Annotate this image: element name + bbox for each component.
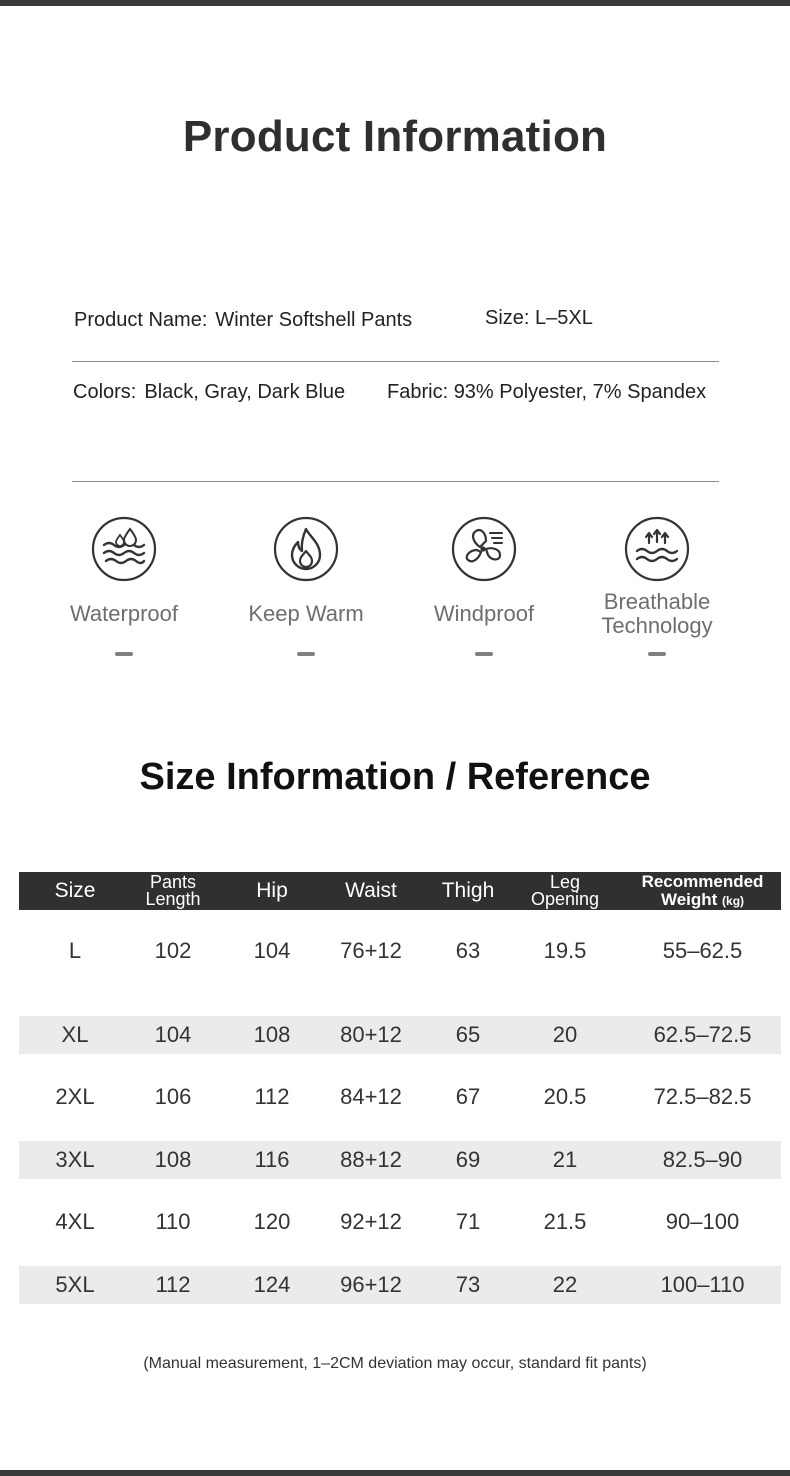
cell-pants-length: 106 xyxy=(154,1084,192,1109)
table-header-row xyxy=(19,872,781,910)
product-colors xyxy=(73,381,345,404)
cell-thigh: 69 xyxy=(455,1146,481,1172)
cell-waist: 80+12 xyxy=(340,1021,402,1047)
bottom-border xyxy=(0,1470,790,1476)
cell-pants-length: 102 xyxy=(154,937,192,963)
product-name-label: Product Name: xyxy=(74,309,208,331)
size-label: Size: xyxy=(485,307,530,329)
table-row xyxy=(19,1116,781,1179)
cell-size: L xyxy=(68,937,82,963)
cell-hip: 120 xyxy=(253,1209,291,1234)
top-border xyxy=(0,0,790,6)
product-name-value: Winter Softshell Pants xyxy=(215,309,413,331)
product-name xyxy=(74,309,412,332)
flame-icon xyxy=(272,515,340,583)
table-row xyxy=(19,991,781,1054)
header-hip: Hip xyxy=(256,879,288,902)
feature-label: Windproof xyxy=(433,601,535,626)
cell-hip: 108 xyxy=(253,1021,291,1047)
waterproof-icon xyxy=(90,515,158,583)
cell-weight: 100–110 xyxy=(660,1271,745,1297)
feature-windproof xyxy=(389,515,579,626)
table-row xyxy=(19,1054,781,1117)
feature-keep-warm xyxy=(211,515,401,626)
cell-waist: 76+12 xyxy=(340,937,402,963)
header-thigh: Thigh xyxy=(441,879,495,902)
fan-icon xyxy=(450,515,518,583)
header-pants-length xyxy=(131,872,215,910)
cell-thigh: 65 xyxy=(455,1021,481,1047)
cell-weight: 72.5–82.5 xyxy=(653,1084,752,1109)
size-information-title: Size Information / Reference xyxy=(139,756,651,798)
size-table xyxy=(19,872,781,1304)
cell-hip: 124 xyxy=(253,1271,291,1297)
cell-leg-opening: 19.5 xyxy=(543,937,587,963)
cell-weight: 82.5–90 xyxy=(662,1146,743,1172)
cell-leg-opening: 22 xyxy=(552,1271,578,1297)
cell-waist: 96+12 xyxy=(340,1271,402,1297)
cell-pants-length: 110 xyxy=(155,1209,191,1234)
header-leg-opening xyxy=(516,872,614,910)
cell-leg-opening: 21 xyxy=(552,1146,578,1172)
cell-thigh: 67 xyxy=(455,1084,481,1109)
feature-label: Waterproof xyxy=(69,601,178,626)
cell-waist: 88+12 xyxy=(340,1146,402,1172)
cell-size: 2XL xyxy=(55,1084,95,1109)
measurement-footnote: (Manual measurement, 1–2CM deviation may occur, standard fit pants) xyxy=(143,1355,647,1372)
cell-pants-length: 104 xyxy=(154,1021,192,1047)
cell-weight: 62.5–72.5 xyxy=(653,1021,752,1047)
cell-size: 4XL xyxy=(55,1209,95,1234)
feature-label-line1: Breathable xyxy=(603,589,711,614)
cell-size: 5XL xyxy=(55,1271,95,1297)
cell-waist: 84+12 xyxy=(340,1084,402,1109)
header-pants-length-line2: Length xyxy=(145,889,201,909)
feature-label-line2: Technology xyxy=(601,613,713,638)
cell-weight: 55–62.5 xyxy=(662,937,743,963)
cell-hip: 112 xyxy=(254,1084,290,1109)
dash-marker xyxy=(115,652,133,656)
cell-weight: 90–100 xyxy=(665,1209,740,1234)
fabric-value: 93% Polyester, 7% Spandex xyxy=(453,381,707,403)
header-weight-line2: Weight xyxy=(660,889,718,909)
header-weight-unit: (kg) xyxy=(722,893,745,908)
header-size: Size xyxy=(54,879,96,902)
cell-waist: 92+12 xyxy=(340,1209,402,1234)
dash-marker xyxy=(648,652,666,656)
product-information-title: Product Information xyxy=(182,112,608,161)
header-leg-opening-line1: Leg xyxy=(549,872,581,892)
dash-marker xyxy=(297,652,315,656)
colors-label: Colors: xyxy=(73,381,137,403)
feature-breathable xyxy=(562,515,752,638)
header-weight-line1: Recommended xyxy=(641,871,764,891)
cell-leg-opening: 21.5 xyxy=(543,1209,587,1234)
cell-thigh: 71 xyxy=(455,1209,481,1234)
header-pants-length-line1: Pants xyxy=(149,872,197,892)
cell-thigh: 63 xyxy=(455,937,481,963)
feature-waterproof xyxy=(29,515,219,626)
fabric-label: Fabric: xyxy=(387,381,449,403)
table-row xyxy=(19,910,781,991)
cell-hip: 104 xyxy=(253,937,291,963)
header-recommended-weight xyxy=(624,872,781,910)
cell-leg-opening: 20.5 xyxy=(543,1084,587,1109)
product-size-range xyxy=(485,307,593,330)
cell-thigh: 73 xyxy=(455,1271,481,1297)
product-fabric xyxy=(387,381,706,404)
divider xyxy=(72,481,719,482)
colors-value: Black, Gray, Dark Blue xyxy=(144,381,346,403)
breathable-icon xyxy=(623,515,691,583)
dash-marker xyxy=(475,652,493,656)
cell-hip: 116 xyxy=(254,1146,290,1172)
cell-size: 3XL xyxy=(55,1146,95,1172)
header-waist: Waist xyxy=(345,879,397,902)
cell-pants-length: 108 xyxy=(154,1146,192,1172)
feature-label: Keep Warm xyxy=(248,601,364,626)
table-row xyxy=(19,1241,781,1304)
table-row xyxy=(19,1179,781,1242)
divider xyxy=(72,361,719,362)
cell-leg-opening: 20 xyxy=(552,1021,578,1047)
cell-pants-length: 112 xyxy=(155,1271,191,1297)
size-value: L–5XL xyxy=(535,307,593,329)
cell-size: XL xyxy=(61,1021,89,1047)
header-leg-opening-line2: Opening xyxy=(530,889,600,909)
